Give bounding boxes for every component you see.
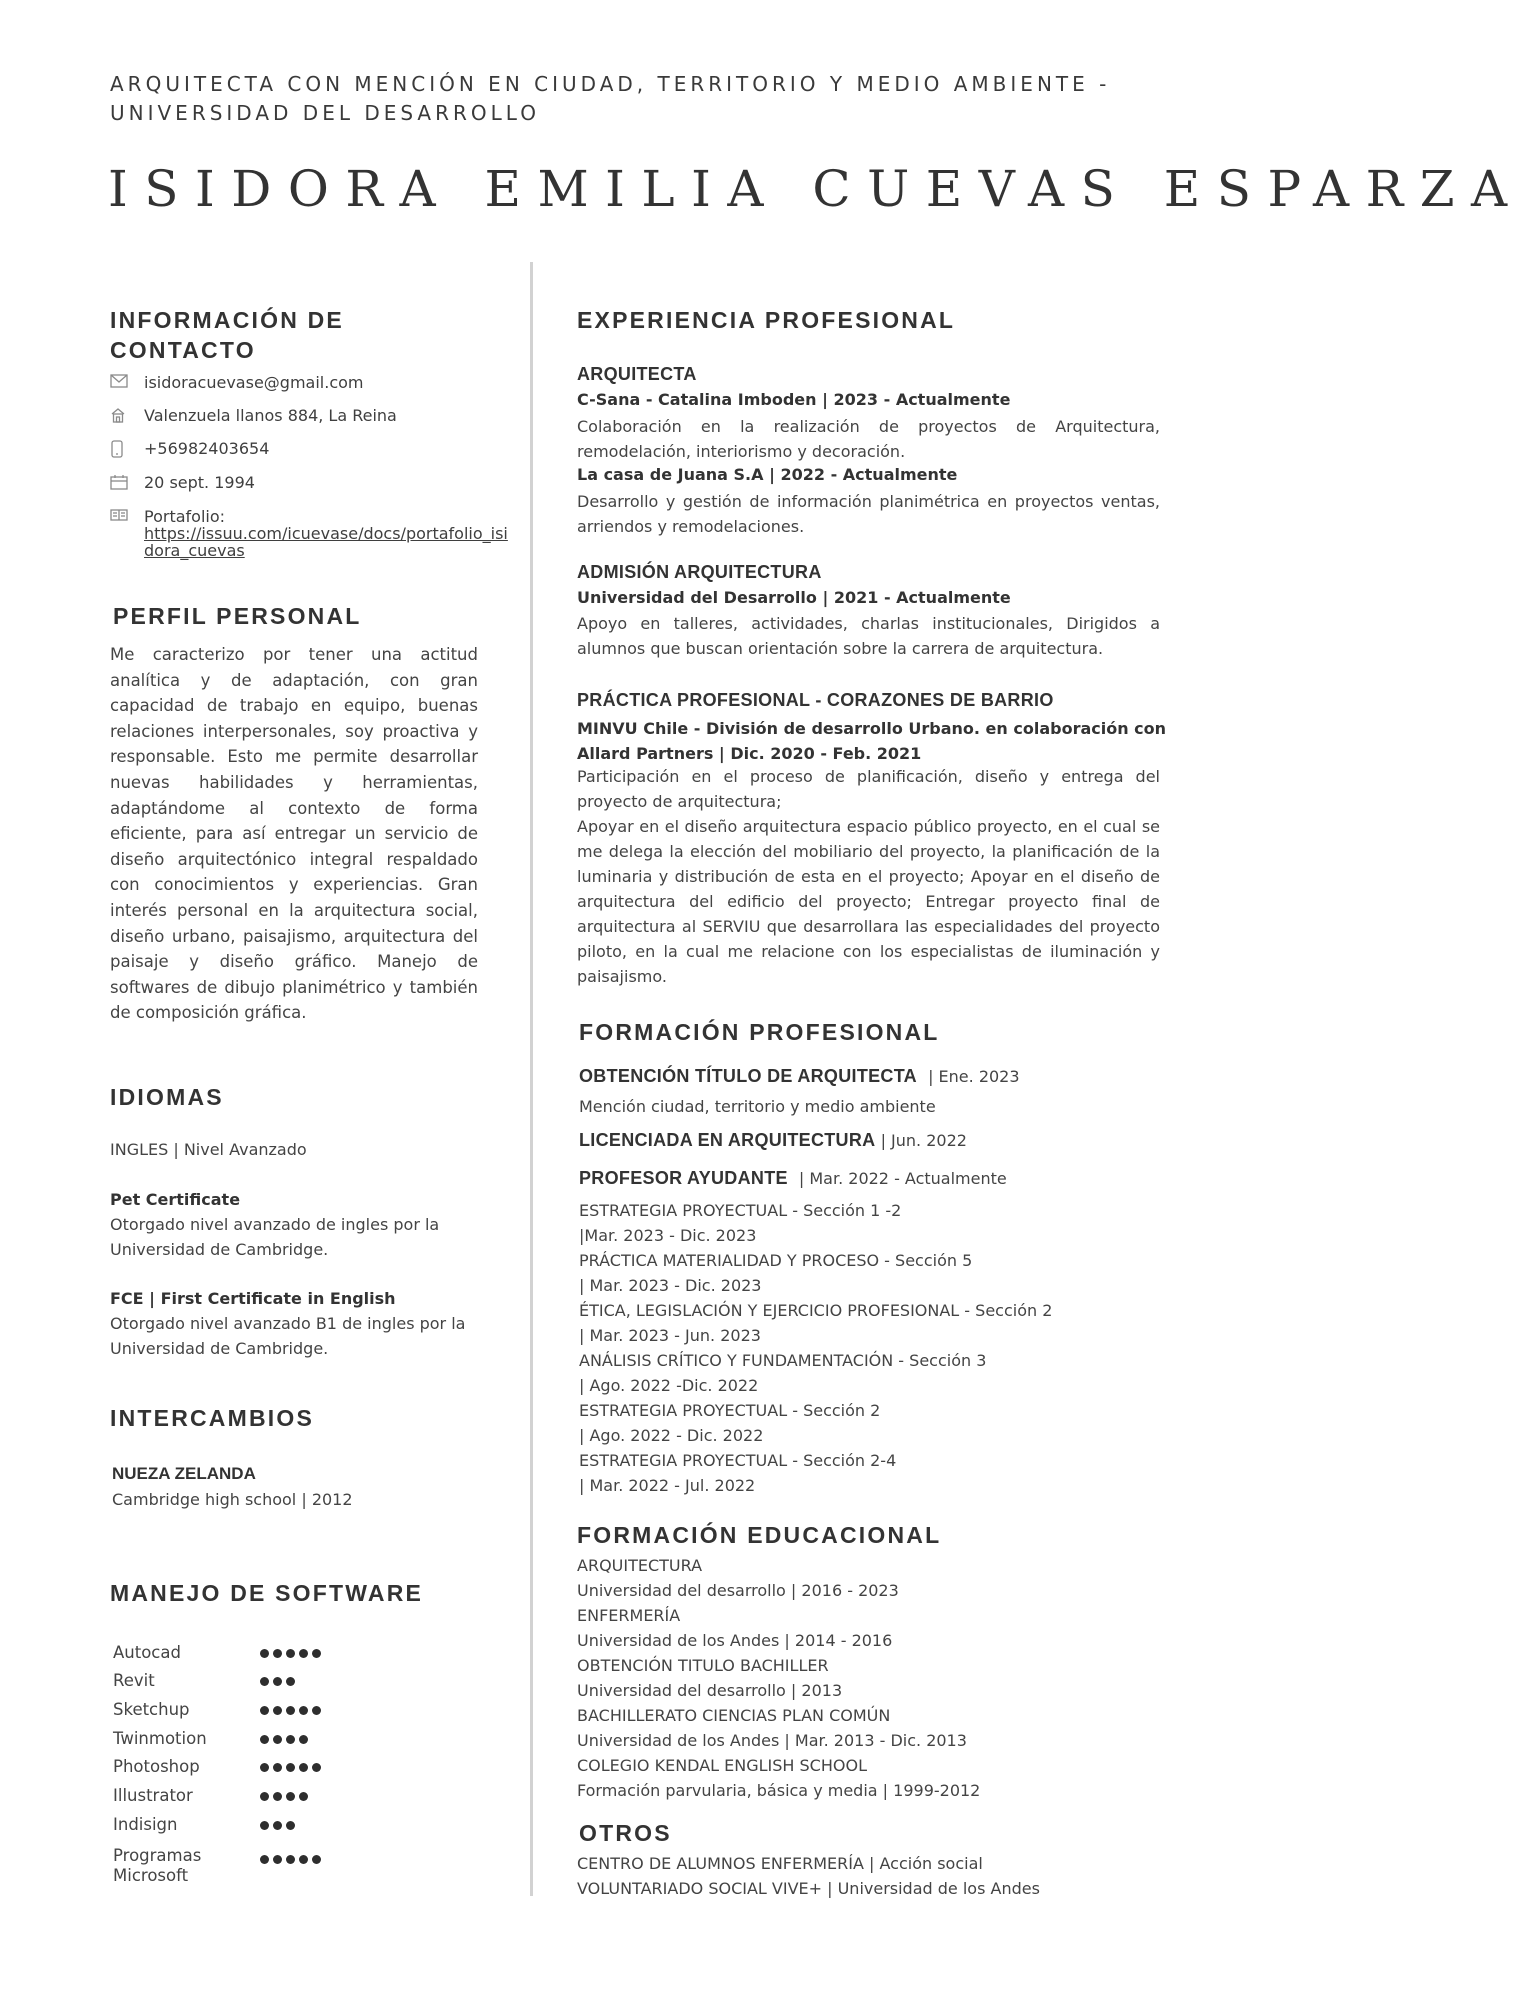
training-item-desc: Mención ciudad, territorio y medio ambiente xyxy=(579,1097,936,1116)
calendar-icon xyxy=(110,474,128,490)
course-line: ANÁLISIS CRÍTICO Y FUNDAMENTACIÓN - Sección 3 xyxy=(579,1351,987,1370)
rating-dot xyxy=(260,1821,269,1830)
software-name: Indisign xyxy=(113,1815,178,1834)
software-level-dots xyxy=(260,1706,321,1715)
training-item-title: LICENCIADA EN ARQUITECTURA xyxy=(579,1130,876,1150)
rating-dot xyxy=(299,1706,308,1715)
rating-dot xyxy=(273,1855,282,1864)
portfolio-link[interactable]: https://issuu.com/icuevase/docs/portafolio_isidora_cuevas xyxy=(144,524,508,560)
course-line: | Mar. 2023 - Dic. 2023 xyxy=(579,1276,762,1295)
job-title: ARQUITECTA xyxy=(577,364,697,384)
education-line: Universidad de los Andes | Mar. 2013 - Dic. 2013 xyxy=(577,1731,967,1750)
others-line: VOLUNTARIADO SOCIAL VIVE+ | Universidad de los Andes xyxy=(577,1879,1040,1898)
rating-dot xyxy=(286,1706,295,1715)
software-name: Illustrator xyxy=(113,1786,193,1805)
cert-name: FCE | First Certificate in English xyxy=(110,1289,396,1308)
exchange-country: NUEZA ZELANDA xyxy=(112,1464,256,1483)
job-employer: MINVU Chile - División de desarrollo Urbano. en colaboración con Allard Partners | Dic. 2020 - Feb. 2021 xyxy=(577,719,1167,763)
person-name: ISIDORA EMILIA CUEVAS ESPARZA xyxy=(108,160,1524,218)
english-level: INGLES | Nivel Avanzado xyxy=(110,1140,307,1159)
rating-dot xyxy=(286,1792,295,1801)
software-name: Sketchup xyxy=(113,1700,190,1719)
course-line: | Mar. 2023 - Jun. 2023 xyxy=(579,1326,761,1345)
rating-dot xyxy=(273,1792,282,1801)
rating-dot xyxy=(260,1677,269,1686)
rating-dot xyxy=(260,1855,269,1864)
rating-dot xyxy=(273,1706,282,1715)
others-line: CENTRO DE ALUMNOS ENFERMERÍA | Acción social xyxy=(577,1854,983,1873)
rating-dot xyxy=(299,1649,308,1658)
course-line: PRÁCTICA MATERIALIDAD Y PROCESO - Sección 5 xyxy=(579,1251,973,1270)
course-line: |Mar. 2023 - Dic. 2023 xyxy=(579,1226,757,1245)
software-level-dots xyxy=(260,1763,321,1772)
job-title: PRÁCTICA PROFESIONAL - CORAZONES DE BARRIO xyxy=(577,690,1054,710)
job-employer: C-Sana - Catalina Imboden | 2023 - Actualmente xyxy=(577,390,1011,409)
exchange-detail: Cambridge high school | 2012 xyxy=(112,1490,353,1509)
training-item xyxy=(579,1064,1169,1089)
rating-dot xyxy=(286,1763,295,1772)
rating-dot xyxy=(260,1763,269,1772)
rating-dot xyxy=(260,1706,269,1715)
education-line: Formación parvularia, básica y media | 1999-2012 xyxy=(577,1781,981,1800)
software-name: Photoshop xyxy=(113,1757,200,1776)
rating-dot xyxy=(286,1821,295,1830)
portfolio-label: Portafolio: xyxy=(144,507,226,526)
others-list xyxy=(577,1851,1167,1901)
column-divider xyxy=(530,262,533,1896)
software-level-dots xyxy=(260,1855,321,1864)
education-section-title: FORMACIÓN EDUCACIONAL xyxy=(577,1522,942,1548)
software-section-title: MANEJO DE SOFTWARE xyxy=(110,1580,424,1606)
rating-dot xyxy=(299,1855,308,1864)
course-line: ESTRATEGIA PROYECTUAL - Sección 2-4 xyxy=(579,1451,897,1470)
experience-section-title: EXPERIENCIA PROFESIONAL xyxy=(577,307,956,333)
training-item-title: PROFESOR AYUDANTE xyxy=(579,1168,788,1188)
training-section-title: FORMACIÓN PROFESIONAL xyxy=(579,1019,940,1045)
courses-list xyxy=(579,1198,1169,1498)
job-description: Apoyo en talleres, actividades, charlas institucionales, Dirigidos a alumnos que buscan orientación sobre la carrera de arquitectura. xyxy=(577,614,1160,658)
job-description: Participación en el proceso de planificación, diseño y entrega del proyecto de arquitectura; xyxy=(577,767,1160,811)
portfolio-icon xyxy=(110,508,128,524)
course-line: | Mar. 2022 - Jul. 2022 xyxy=(579,1476,756,1495)
software-name: Revit xyxy=(113,1671,155,1690)
education-line: ARQUITECTURA xyxy=(577,1556,703,1575)
exchanges-section-title: INTERCAMBIOS xyxy=(110,1405,315,1431)
job-description: Desarrollo y gestión de información planimétrica en proyectos ventas, arriendos y remodelaciones. xyxy=(577,492,1160,536)
software-name: Programas Microsoft xyxy=(113,1846,202,1885)
rating-dot xyxy=(312,1855,321,1864)
education-line: OBTENCIÓN TITULO BACHILLER xyxy=(577,1656,829,1675)
birthdate-text: 20 sept. 1994 xyxy=(144,473,255,492)
job-employer: La casa de Juana S.A | 2022 - Actualmente xyxy=(577,465,958,484)
job-employer: Universidad del Desarrollo | 2021 - Actualmente xyxy=(577,588,1011,607)
mail-icon xyxy=(110,374,128,390)
software-level-dots xyxy=(260,1677,295,1686)
cert-desc: Otorgado nivel avanzado B1 de ingles por la Universidad de Cambridge. xyxy=(110,1314,466,1358)
training-item xyxy=(579,1166,1169,1191)
rating-dot xyxy=(273,1821,282,1830)
rating-dot xyxy=(299,1735,308,1744)
rating-dot xyxy=(286,1677,295,1686)
others-section-title: OTROS xyxy=(579,1820,672,1846)
home-icon xyxy=(110,407,128,423)
address-text: Valenzuela llanos 884, La Reina xyxy=(144,406,397,425)
job-description: Apoyar en el diseño arquitectura espacio público proyecto, en el cual se me delega la elección del mobiliario del proyecto, la planificación de la luminaria y distribución de esta en el proyecto; Apoyar en el diseño de arquitectura del edificio del proyecto; Entregar proyecto final de arquitectura al SERVIU que desarrollara las especialidades del proyecto piloto, en la cual me relacione con los especialistas de iluminación y paisajismo. xyxy=(577,817,1160,986)
headline: ARQUITECTA CON MENCIÓN EN CIUDAD, TERRITORIO Y MEDIO AMBIENTE - UNIVERSIDAD DEL DESARROLLO xyxy=(110,72,1111,125)
cert-name: Pet Certificate xyxy=(110,1190,241,1209)
rating-dot xyxy=(260,1735,269,1744)
rating-dot xyxy=(273,1677,282,1686)
rating-dot xyxy=(286,1855,295,1864)
job-title: ADMISIÓN ARQUITECTURA xyxy=(577,562,822,582)
rating-dot xyxy=(273,1735,282,1744)
rating-dot xyxy=(286,1735,295,1744)
rating-dot xyxy=(260,1649,269,1658)
software-name: Autocad xyxy=(113,1643,181,1662)
rating-dot xyxy=(299,1763,308,1772)
rating-dot xyxy=(260,1792,269,1801)
rating-dot xyxy=(312,1649,321,1658)
job-description: Colaboración en la realización de proyectos de Arquitectura, remodelación, interiorismo y decoración. xyxy=(577,417,1160,461)
software-level-dots xyxy=(260,1735,308,1744)
contact-section-title: INFORMACIÓN DE CONTACTO xyxy=(110,307,344,363)
course-line: | Ago. 2022 -Dic. 2022 xyxy=(579,1376,759,1395)
training-item xyxy=(579,1128,1169,1153)
education-line: Universidad de los Andes | 2014 - 2016 xyxy=(577,1631,893,1650)
phone-text[interactable]: +56982403654 xyxy=(144,439,270,458)
rating-dot xyxy=(312,1706,321,1715)
software-level-dots xyxy=(260,1792,308,1801)
profile-text: Me caracterizo por tener una actitud analítica y de adaptación, con gran capacidad de trabajo en equipo, buenas relaciones interpersonales, soy proactiva y responsable. Esto me permite desarrollar nuevas habilidades y herramientas, adaptándome al contexto de forma eficiente, para así entregar un servicio de diseño arquitectónico integral respaldado con conocimientos y experiencias. Gran interés personal en la arquitectura social, diseño urbano, paisajismo, arquitectura del paisaje y diseño gráfico. Manejo de softwares de dibujo planimétrico y también de composición gráfica. xyxy=(110,645,478,1023)
education-list xyxy=(577,1553,1167,1803)
profile-section-title: PERFIL PERSONAL xyxy=(113,603,362,629)
course-line: ÉTICA, LEGISLACIÓN Y EJERCICIO PROFESIONAL - Sección 2 xyxy=(579,1301,1053,1320)
languages-section-title: IDIOMAS xyxy=(110,1084,224,1110)
course-line: ESTRATEGIA PROYECTUAL - Sección 1 -2 xyxy=(579,1201,902,1220)
course-line: | Ago. 2022 - Dic. 2022 xyxy=(579,1426,764,1445)
rating-dot xyxy=(286,1649,295,1658)
education-line: BACHILLERATO CIENCIAS PLAN COMÚN xyxy=(577,1706,891,1725)
software-name: Twinmotion xyxy=(113,1729,207,1748)
phone-icon xyxy=(110,440,128,456)
course-line: ESTRATEGIA PROYECTUAL - Sección 2 xyxy=(579,1401,881,1420)
training-item-date: | Ene. 2023 xyxy=(928,1067,1020,1086)
education-line: ENFERMERÍA xyxy=(577,1606,681,1625)
software-level-dots xyxy=(260,1649,321,1658)
rating-dot xyxy=(273,1649,282,1658)
rating-dot xyxy=(299,1792,308,1801)
rating-dot xyxy=(273,1763,282,1772)
education-line: COLEGIO KENDAL ENGLISH SCHOOL xyxy=(577,1756,867,1775)
software-level-dots xyxy=(260,1821,295,1830)
training-item-date: | Mar. 2022 - Actualmente xyxy=(798,1169,1007,1188)
education-line: Universidad del desarrollo | 2016 - 2023 xyxy=(577,1581,899,1600)
training-item-date: | Jun. 2022 xyxy=(880,1131,967,1150)
cert-desc: Otorgado nivel avanzado de ingles por la Universidad de Cambridge. xyxy=(110,1215,440,1259)
training-item-title: OBTENCIÓN TÍTULO DE ARQUITECTA xyxy=(579,1066,917,1086)
email-text[interactable]: isidoracuevase@gmail.com xyxy=(144,373,364,392)
rating-dot xyxy=(312,1763,321,1772)
education-line: Universidad del desarrollo | 2013 xyxy=(577,1681,843,1700)
